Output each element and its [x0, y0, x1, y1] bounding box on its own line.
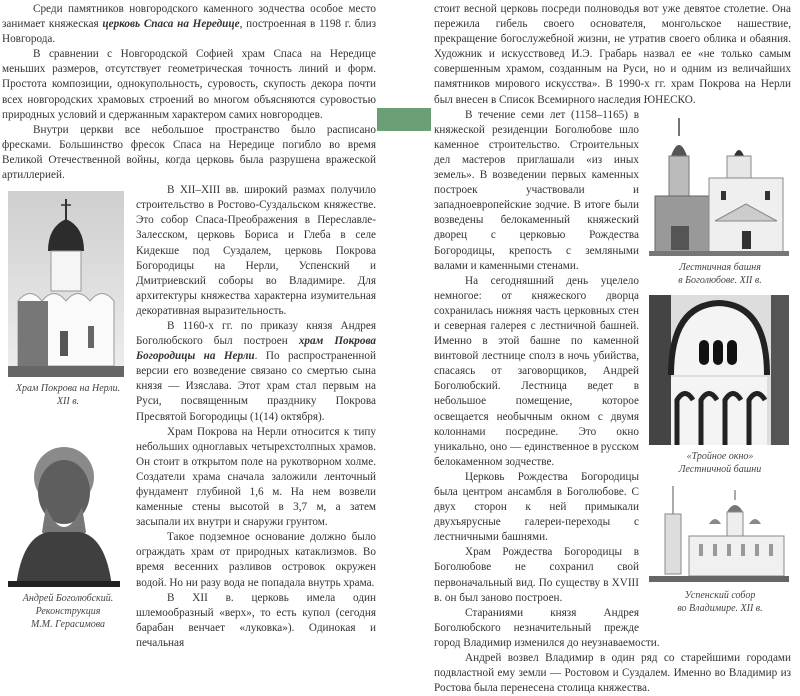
figure-caption [8, 382, 128, 408]
emphasis-term: церковь Спаса на Нередице [102, 18, 240, 31]
paragraph: На сегодняшний день уцелело немногое: от княжеского дворца сохранилась нижняя часть церковных стен и северная галерея с лестничной башней. Именно в этой башне по каменной винтовой лестнице сполз в ночь убийства, спасаясь от заговорщиков, Андрей Боголюбский. Лестница ведет в небольшое помещение, которое освещается необычным окном с двумя колоннами посредине. Это окно уникально, оно — единственное в русском белокаменном зодчестве. [434, 274, 639, 468]
emphasis-term: храм Покрова Богородицы на Нерли [136, 335, 376, 363]
figure-triple-window [649, 295, 791, 476]
paragraph: Стараниями князя Андрея Боголюбского незначительный прежде город Владимир изменился до неузнаваемости. [434, 606, 660, 649]
paragraph-text: В 1160-х гг. по приказу князя Андрея Боголюбского был построен [136, 319, 376, 348]
paragraph: В XII в. церковь имела один шлемообразный «верх», то есть купол (сегодня барабан венчает «луковка»). Одинокая и печальная [136, 591, 376, 649]
bust-photo [8, 437, 120, 587]
figure-caption [649, 261, 791, 287]
cathedral-photo [649, 484, 789, 584]
figure-caption [649, 450, 791, 476]
caption-line: «Тройное окно» [686, 450, 754, 462]
caption-line: Лестничной башни [678, 463, 762, 475]
right-page [434, 2, 791, 696]
right-figures [649, 116, 791, 623]
figure-staircase-tower [649, 116, 791, 287]
figure-assumption-cathedral [649, 484, 791, 615]
caption-line: Реконструкция [35, 605, 101, 617]
caption-line: Успенский собор [684, 589, 756, 601]
caption-line: Лестничная башня [679, 261, 761, 273]
paragraph: Такое подземное основание должно было ограждать храм от природных катаклизмов. Во время весенних разливов островок окружен водой. Но ни разу вода не попадала внутрь храма. [136, 531, 376, 589]
caption-line: XII в. [56, 396, 80, 408]
church-photo [8, 191, 124, 377]
paragraph: Андрей возвел Владимир в один ряд со старейшими городами подвластной ему земли — Ростовом и Суздалем. Именно во Владимир из Ростова была перенесена столица княжества. [434, 652, 791, 695]
paragraph: Внутри церкви все небольшое пространство было расписано фресками. Большинство фресок Спаса на Нередице погибло во время Великой Отечественной войны, когда церковь была разрушена вражеской артиллерией. [2, 123, 376, 182]
paragraph [2, 2, 376, 47]
figure-bogolyubsky-bust [8, 437, 128, 639]
paragraph: В сравнении с Новгородской Софией храм Спаса на Нередице меньших размеров, отсутствует геометрическая точность линий и форм. Простота композиции, однокупольность, суровость, скупость декора почти всех новгородских храмовых строений во многом объясняются суровостью природных условий и сдержанным характером самих новгородцев. [2, 48, 376, 121]
caption-line: Храм Покрова на Нерли. [15, 383, 121, 395]
caption-line: М.М. Герасимова [30, 618, 106, 630]
paragraph-text: , построенная в 1198 г. близ Новгорода. [2, 18, 377, 46]
figure-caption [8, 592, 128, 631]
paragraph: Храм Рождества Богородицы в Боголюбове не сохранил свой первоначальный вид. По существу в XVIII в. он был заново построен. [434, 546, 639, 604]
caption-line: в Боголюбове. XII в. [678, 274, 762, 286]
left-page [2, 2, 376, 651]
caption-line: во Владимире. XII в. [677, 602, 763, 614]
paragraph: Храм Покрова на Нерли относится к типу небольших одноглавых четырехстолпных храмов. Он стоит в открытом поле на рукотворном холме. Создатели храма сначала заложили ленточный фундамент глубиной 1,6 м. На нем возвели каменные стены высотой в 3,7 м, а затем засыпали их внутри и снаружи грунтом. [136, 425, 376, 529]
paragraph: В XII–XIII вв. широкий размах получило строительство в Ростово-Суздальском княжестве. Это собор Спаса-Преображения в Переславле-Залесском, церковь Бориса и Глеба в селе Кидекше под Суздалем, церковь Покрова Богородицы на Нерли, Успенский и Дмитриевский соборы во Владимире. Для архитектуры княжества характерна изумительная декоративная выразительность. [136, 184, 376, 317]
paragraph: стоит весной церковь посреди полноводья вот уже девятое столетие. Она пережила гибель своего основателя, монгольское нашествие, прекращение богослужебной жизни, не утратив своего облика и обаяния. Художник и искусствовед И.Э. Грабарь назвал ее «не только самым совершенным храмом, созданным на Руси, но и одним из величайших памятников мирового искусства». В 1990-х гг. храм Покрова на Нерли был внесен в Список Всемирного наследия ЮНЕСКО. [434, 3, 791, 106]
caption-line: Андрей Боголюбский. [22, 592, 114, 604]
paragraph: В течение семи лет (1158–1165) в княжеской резиденции Боголюбове шло каменное строительство. Строительных дел мастеров приглашали «из иных земель». В возведении первых каменных построек участвовали и западноевропейские зодчие. В итоге были возведены белокаменный княжеский дворец с церковью Рождества Богородицы, крепость с земляными валами и каменными стенами. [434, 108, 639, 272]
green-marker [377, 108, 431, 131]
tower-photo [649, 116, 789, 256]
paragraph: Церковь Рождества Богородицы была центром ансамбля в Боголюбове. С двух сторон к ней примыкали двухъярусные галереи-переходы с лестничными башнями. [434, 470, 639, 544]
paragraph-text: Среди памятников новгородского каменного зодчества особое место занимает княжеская [2, 3, 376, 31]
window-photo [649, 295, 789, 445]
figure-pokrova-church [8, 191, 128, 416]
paragraph-text: . По распространенной версии его возведение связано со смертью сына князя — Изяслава. Этот храм стал первым на Руси, посвященным празднику Покрова Пресвятой Богородицы (1(14) октября). [136, 350, 376, 423]
figure-caption [649, 589, 791, 615]
